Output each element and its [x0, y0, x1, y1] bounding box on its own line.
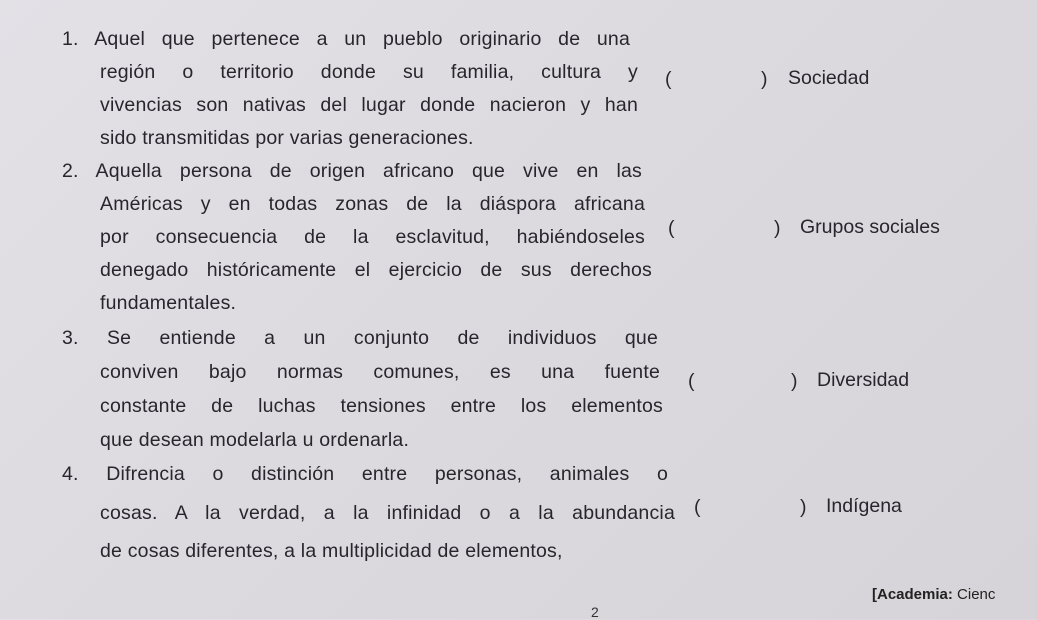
question-3-open-paren: (	[688, 370, 695, 392]
answer-option-4: Indígena	[826, 495, 902, 517]
question-2-close-paren: )	[774, 217, 781, 239]
question-1-open-paren: (	[665, 68, 672, 90]
question-3-line-4: que desean modelarla u ordenarla.	[100, 429, 410, 451]
question-1-close-paren: )	[761, 68, 768, 90]
footer-text: Cienc	[957, 586, 996, 603]
footer-academia	[872, 586, 995, 603]
page-number: 2	[591, 604, 599, 620]
question-4-line-1: 4. Difrencia o distinción entre personas, animales o	[62, 463, 668, 485]
question-4-close-paren: )	[800, 496, 807, 518]
footer-label: [Academia:	[872, 586, 953, 603]
question-3-line-2: conviven bajo normas comunes, es una fuente	[100, 361, 660, 383]
question-1-line-2: región o territorio donde su familia, cultura y	[100, 61, 638, 83]
question-3-line-3: constante de luchas tensiones entre los elementos	[100, 395, 663, 417]
question-3-close-paren: )	[791, 370, 798, 392]
question-4-line-2: cosas. A la verdad, a la infinidad o a la abundancia	[100, 502, 675, 524]
question-1-line-3: vivencias son nativas del lugar donde nacieron y han	[100, 94, 638, 116]
question-2-line-2: Américas y en todas zonas de la diáspora africana	[100, 193, 645, 215]
question-2-line-5: fundamentales.	[100, 292, 237, 314]
answer-option-1: Sociedad	[788, 67, 870, 89]
question-2-line-4: denegado históricamente el ejercicio de sus derechos	[100, 259, 652, 281]
answer-option-2: Grupos sociales	[800, 216, 940, 238]
question-2-line-1: 2. Aquella persona de origen africano que vive en las	[62, 160, 642, 182]
question-4-open-paren: (	[694, 496, 701, 518]
question-3-line-1: 3. Se entiende a un conjunto de individuos que	[62, 327, 658, 349]
question-1-line-1: 1. Aquel que pertenece a un pueblo originario de una	[62, 28, 630, 50]
question-1-line-4: sido transmitidas por varias generaciones.	[100, 127, 474, 149]
answer-option-3: Diversidad	[817, 369, 910, 391]
question-4-line-3: de cosas diferentes, a la multiplicidad de elementos,	[100, 540, 563, 562]
question-2-open-paren: (	[668, 217, 675, 239]
question-2-line-3: por consecuencia de la esclavitud, habiéndoseles	[100, 226, 645, 248]
